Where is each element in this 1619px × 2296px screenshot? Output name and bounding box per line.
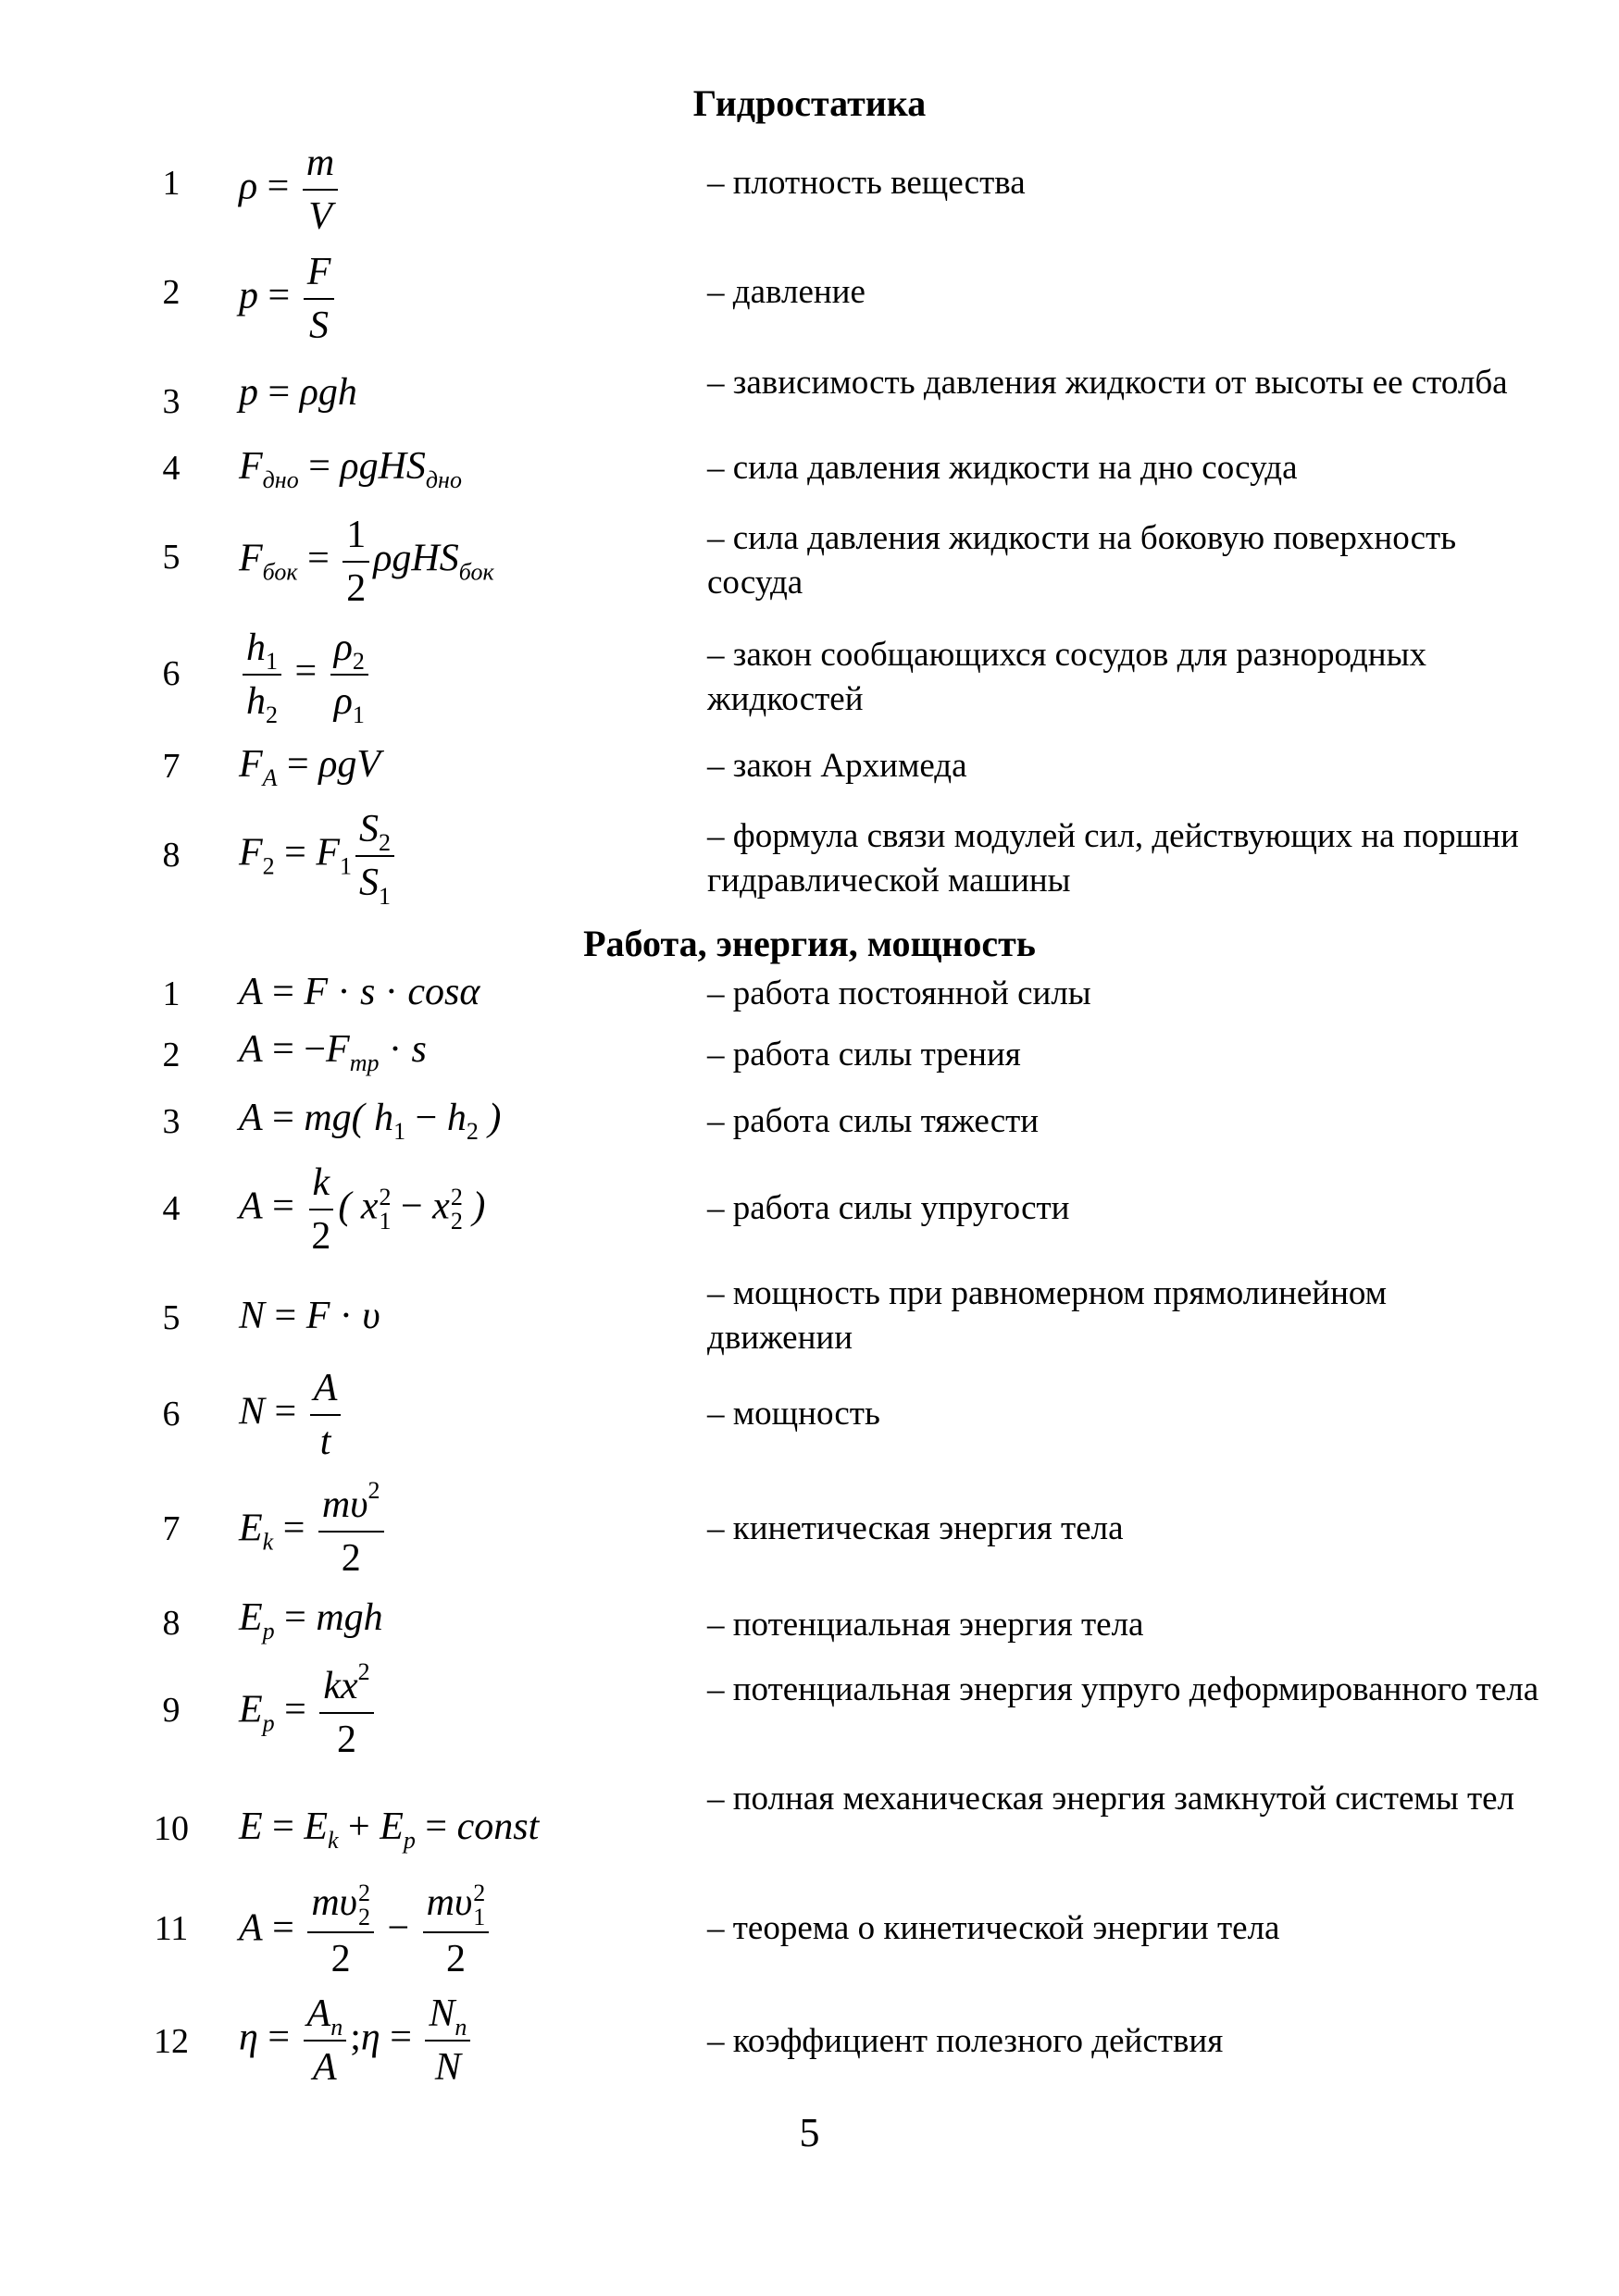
formula-description: – потенциальная энергия тела bbox=[707, 1606, 1144, 1644]
formula-description: – мощность bbox=[707, 1395, 880, 1433]
kinetic-energy-formula: $E_k$ = $\frac{m\upsilon^2}{2}$ bbox=[239, 1481, 388, 1582]
hydrostatic-pressure-formula: p = ρgh bbox=[239, 371, 357, 414]
formula-description: – мощность при равномерном прямолинейном движении bbox=[707, 1274, 1388, 1357]
formula-description: – формула связи модулей сил, действующих на поршни гидравлической машины bbox=[707, 817, 1519, 900]
formula-description: – работа силы тяжести bbox=[707, 1102, 1040, 1140]
formula-number: 5 bbox=[162, 1298, 181, 1337]
formula-number: 4 bbox=[162, 1189, 181, 1228]
formula-description: – теорема о кинетической энергии тела bbox=[707, 1909, 1280, 1947]
formula-number: 6 bbox=[162, 1395, 181, 1433]
formula-description: – плотность вещества bbox=[707, 164, 1026, 202]
power-formula: N = $\frac{A}{t}$ bbox=[239, 1364, 344, 1466]
hydraulic-press-formula: $F_2 = F_1$ $\frac{S_2}{S_1}$ bbox=[239, 805, 398, 907]
formula-description: – давление bbox=[707, 273, 866, 311]
side-force-formula: $F_{бок}$ = $\frac{1}{2}$ ρgHS$_{бок}$ bbox=[239, 511, 494, 613]
formula-number: 3 bbox=[162, 1102, 181, 1141]
potential-energy-formula: $E_p$ = mgh bbox=[239, 1596, 383, 1644]
section-title-work-energy-power: Работа, энергия, мощность bbox=[583, 923, 1036, 964]
kinetic-energy-theorem-formula: A = mυ 2 2 2 − mυ 2 1 2 bbox=[239, 1879, 492, 1983]
gravity-work-formula: A = mg( $h_1 - h_2$ ) bbox=[239, 1097, 502, 1145]
formula-number: 8 bbox=[162, 1604, 181, 1643]
formula-description: – работа постоянной силы bbox=[707, 974, 1091, 1012]
formula-number: 1 bbox=[162, 164, 181, 203]
formula-description: – закон Архимеда bbox=[707, 747, 967, 785]
elastic-work-formula: A = $\frac{k}{2}$ ( x 2 1 − x 2 2 ) bbox=[239, 1159, 485, 1260]
pressure-formula: p = $\frac{F}{S}$ bbox=[239, 248, 338, 350]
formula-number: 11 bbox=[154, 1909, 189, 1948]
formula-description: – зависимость давления жидкости от высоты ее столба bbox=[707, 364, 1508, 402]
formula-number: 12 bbox=[154, 2022, 189, 2061]
formula-number: 4 bbox=[162, 449, 181, 488]
friction-work-formula: $A = -F_{тр} \cdot s$ bbox=[239, 1028, 427, 1076]
formula-number: 5 bbox=[162, 538, 181, 577]
formula-description: – работа силы упругости bbox=[707, 1189, 1070, 1227]
density-formula: ρ = $\frac{m}{V}$ bbox=[239, 139, 342, 241]
formula-number: 10 bbox=[154, 1809, 189, 1848]
formula-number: 6 bbox=[162, 654, 181, 693]
section-title-hydrostatics: Гидростатика bbox=[692, 82, 927, 124]
power-velocity-formula: N = F · υ bbox=[239, 1295, 380, 1337]
formula-number: 2 bbox=[162, 1036, 181, 1074]
formula-description: – кинетическая энергия тела bbox=[707, 1509, 1124, 1547]
page-number: 5 bbox=[799, 2110, 820, 2155]
communicating-vessels-formula: $\frac{h_1}{h_2}$ = $\frac{\rho_2}{\rho_1}$ bbox=[239, 624, 372, 726]
work-constant-force-formula: A = F · s · cosα bbox=[239, 971, 480, 1013]
formula-description: – работа силы трения bbox=[707, 1036, 1021, 1074]
formula-description: – сила давления жидкости на боковую поверхность сосуда bbox=[707, 519, 1457, 602]
total-energy-formula: $E = E_k + E_p$ = const bbox=[239, 1806, 540, 1854]
formula-number: 7 bbox=[162, 747, 181, 786]
formula-description: – коэффициент полезного действия bbox=[707, 2022, 1224, 2060]
formula-description: – полная механическая энергия замкнутой системы тел bbox=[707, 1780, 1515, 1818]
elastic-potential-energy-formula: $E_p$ = $\frac{kx^2}{2}$ bbox=[239, 1662, 378, 1764]
formula-number: 2 bbox=[162, 273, 181, 312]
formula-number: 3 bbox=[162, 382, 181, 421]
formula-description: – потенциальная энергия упруго деформированного тела bbox=[707, 1670, 1539, 1708]
efficiency-formula: η = $\frac{A_п}{A}$ ;η = $\frac{N_п}{N}$ bbox=[239, 1990, 474, 2091]
formula-description: – сила давления жидкости на дно сосуда bbox=[707, 449, 1298, 487]
formula-number: 9 bbox=[162, 1691, 181, 1730]
bottom-force-formula: $F_{дно} = \rho gHS_{дно}$ bbox=[239, 445, 462, 493]
formula-number: 8 bbox=[162, 836, 181, 875]
formula-description: – закон сообщающихся сосудов для разнородных жидкостей bbox=[707, 636, 1426, 718]
archimedes-formula: $F_A = \rho gV$ bbox=[239, 743, 381, 791]
formula-number: 7 bbox=[162, 1509, 181, 1548]
formula-number: 1 bbox=[162, 974, 181, 1013]
